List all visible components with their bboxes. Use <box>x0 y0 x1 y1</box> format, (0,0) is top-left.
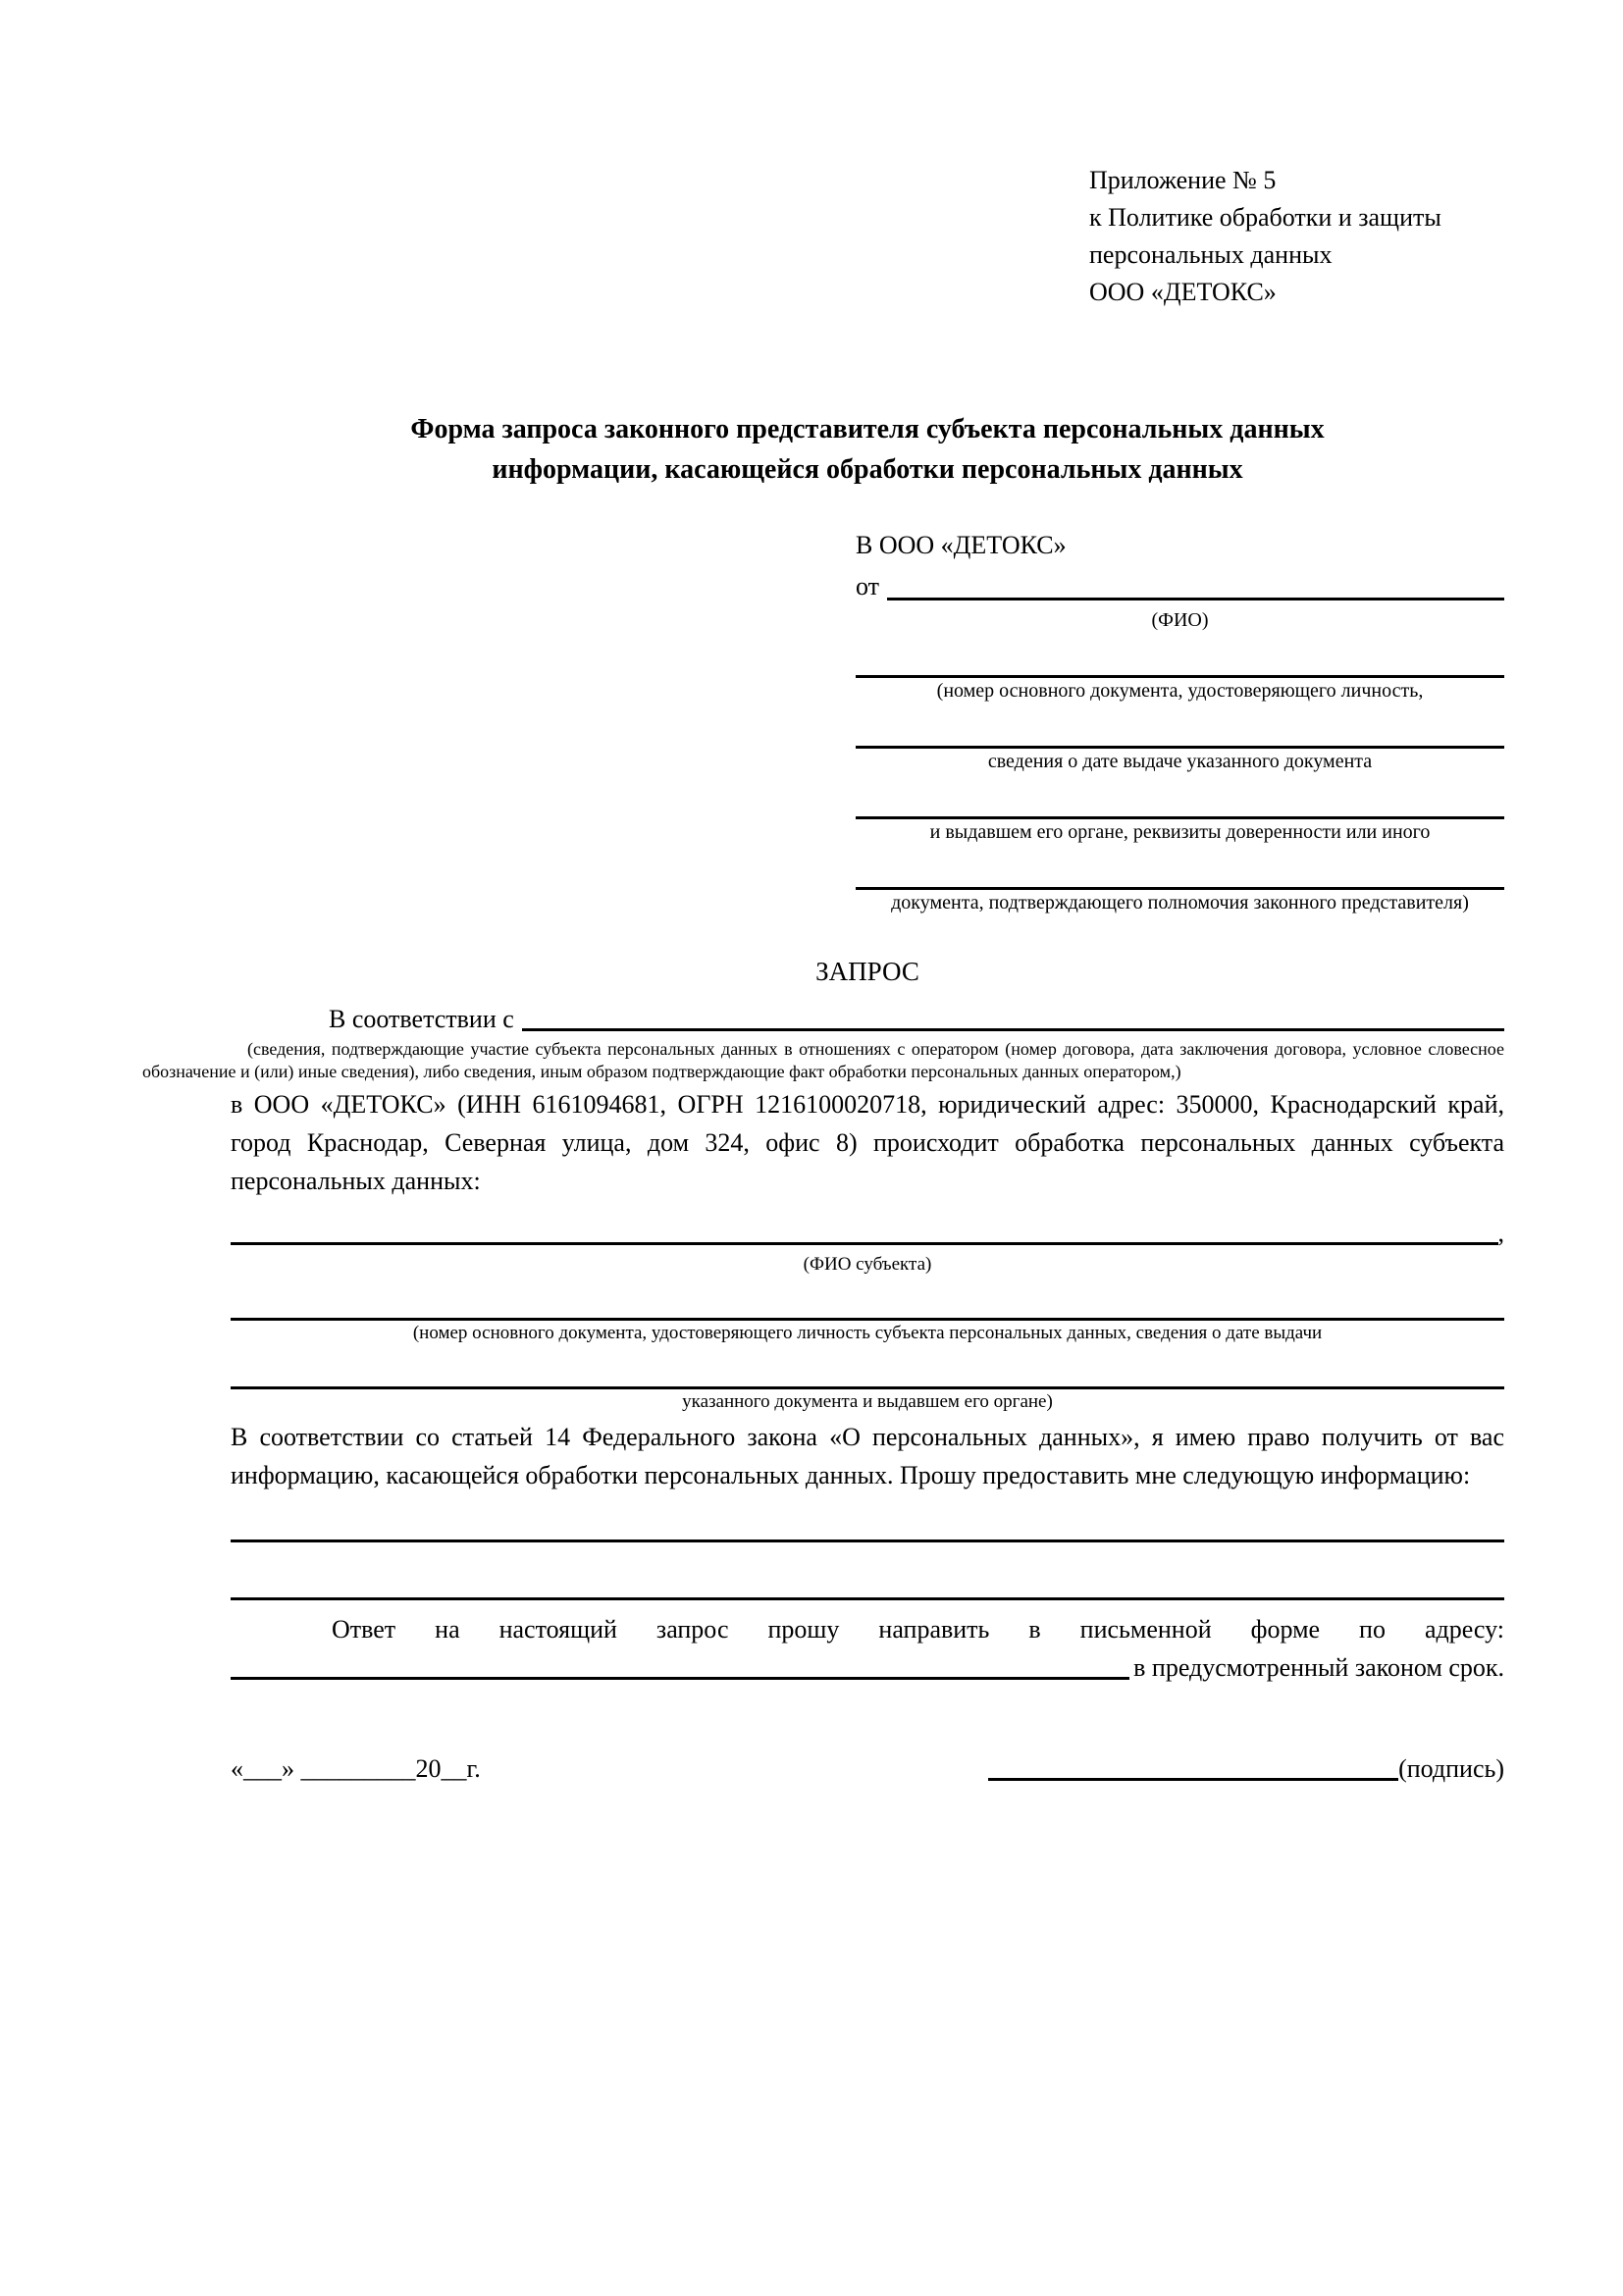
doc-field-caption: сведения о дате выдаче указанного документа <box>987 751 1373 772</box>
addressee-from-row <box>856 566 1504 607</box>
basis-footnote: (сведения, подтверждающие участие субъекта персональных данных в отношениях с оператором (номер договора, дата заключения договора, условное словесное обозначение и (или) иные сведения), либо сведения, иным образом подтверждающие факт обработки персональных данных оператором,) <box>142 1039 1504 1081</box>
document-title-line: информации, касающейся обработки персональных данных <box>492 454 1243 485</box>
reply-address-row <box>231 1648 1504 1687</box>
signature-group <box>988 1749 1504 1788</box>
reply-paragraph-line: Ответ на настоящий запрос прошу направить в письменной форме по адресу: <box>332 1615 1504 1644</box>
basis-lead: В соответствии с <box>329 1005 514 1033</box>
subject-doc-field-line <box>231 1277 1504 1321</box>
address-field-line <box>231 1648 1129 1680</box>
subject-doc-caption: (номер основного документа, удостоверяющего личность субъекта персональных данных, сведения о дате выдачи <box>412 1323 1323 1343</box>
basis-field-line <box>522 1000 1504 1031</box>
signature-caption: (подпись) <box>1398 1754 1504 1783</box>
footer-row <box>231 1749 1504 1788</box>
basis-row <box>231 1000 1504 1038</box>
law-paragraph: В соответствии со статьей 14 Федерального закона «О персональных данных», я имею право получить от вас информацию, касающейся обработки персональных данных. Прошу предоставить мне следующую информацию: <box>231 1423 1504 1489</box>
appendix-line: ООО «ДЕТОКС» <box>1089 278 1277 306</box>
info-field-line <box>231 1597 1504 1600</box>
addressee-to: В ООО «ДЕТОКС» <box>856 531 1067 559</box>
subject-fio-row <box>231 1214 1504 1252</box>
request-heading: ЗАПРОС <box>815 957 919 986</box>
date-line: «___» _________20__г. <box>231 1754 481 1783</box>
doc-field-line <box>856 704 1504 749</box>
subject-fio-caption: (ФИО субъекта) <box>803 1254 932 1275</box>
document-title <box>231 409 1504 490</box>
addressee-block <box>856 525 1504 915</box>
operator-paragraph: в ООО «ДЕТОКС» (ИНН 6161094681, ОГРН 1216100020718, юридический адрес: 350000, Краснодарский край, город Краснодар, Северная улица, дом 324, офис 8) происходит обработка персональных данных субъекта персональных данных: <box>231 1090 1504 1195</box>
doc-field-line <box>856 845 1504 890</box>
appendix-line: к Политике обработки и защиты <box>1089 203 1441 232</box>
document-title-line: Форма запроса законного представителя субъекта персональных данных <box>410 414 1325 444</box>
appendix-line: персональных данных <box>1089 240 1333 269</box>
signature-field-line <box>988 1778 1398 1781</box>
fio-caption: (ФИО) <box>1151 609 1209 631</box>
trailing-comma: , <box>1497 1219 1504 1247</box>
doc-field-line <box>856 774 1504 819</box>
fio-field-line <box>887 566 1504 600</box>
appendix-note <box>1089 162 1504 311</box>
info-field-line <box>231 1539 1504 1542</box>
from-label: от <box>856 572 880 600</box>
reply-suffix: в предусмотренный законом срок. <box>1133 1653 1504 1682</box>
appendix-line: Приложение № 5 <box>1089 166 1277 194</box>
subject-fio-field-line <box>231 1214 1498 1245</box>
doc-field-caption: и выдавшем его органе, реквизиты доверенности или иного <box>929 821 1431 843</box>
doc-field-line <box>856 633 1504 678</box>
subject-doc-field-line <box>231 1345 1504 1389</box>
doc-field-caption: (номер основного документа, удостоверяющего личность, <box>936 680 1424 702</box>
subject-doc-caption: указанного документа и выдавшем его органе) <box>682 1391 1053 1412</box>
doc-field-caption: документа, подтверждающего полномочия законного представителя) <box>891 892 1469 913</box>
